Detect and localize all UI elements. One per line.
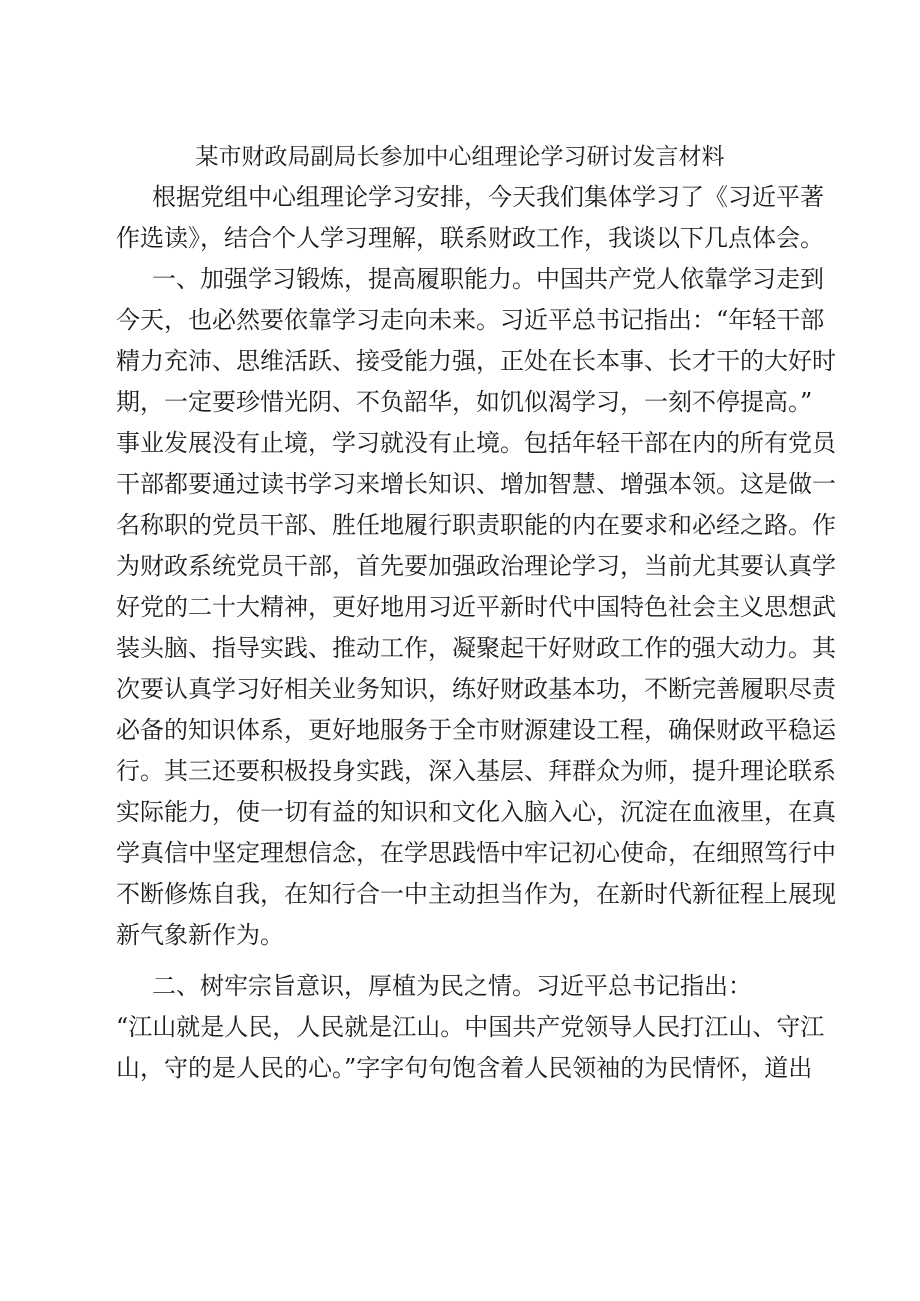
paragraph-2-line-1: 一、加强学习锻炼，提高履职能力。中国共产党人依靠学习走到 bbox=[152, 265, 824, 293]
paragraph-2-line-4: 期，一定要珍惜光阴、不负韶华，如饥似渴学习，一刻不停提高。” bbox=[116, 388, 813, 416]
paragraph-2-line-2: 今天，也必然要依靠学习走向未来。习近平总书记指出：“年轻干部 bbox=[116, 306, 825, 334]
paragraph-2-line-3: 精力充沛、思维活跃、接受能力强，正处在长本事、长才干的大好时 bbox=[116, 347, 836, 375]
paragraph-2-line-17: 新气象新作为。 bbox=[116, 921, 284, 949]
paragraph-2-line-6: 干部都要通过读书学习来增长知识、增加智慧、增强本领。这是做一 bbox=[116, 470, 836, 498]
paragraph-2-line-12: 必备的知识体系，更好地服务于全市财源建设工程，确保财政平稳运 bbox=[116, 716, 836, 744]
paragraph-3-line-3: 山，守的是人民的心。”字字句句饱含着人民领袖的为民情怀，道出 bbox=[116, 1054, 813, 1082]
paragraph-2-line-16: 不断修炼自我，在知行合一中主动担当作为，在新时代新征程上展现 bbox=[116, 880, 836, 908]
paragraph-2-line-14: 实际能力，使一切有益的知识和文化入脑入心，沉淀在血液里，在真 bbox=[116, 798, 836, 826]
paragraph-2-line-15: 学真信中坚定理想信念，在学思践悟中牢记初心使命，在细照笃行中 bbox=[116, 839, 836, 867]
paragraph-3-line-2: “江山就是人民，人民就是江山。中国共产党领导人民打江山、守江 bbox=[116, 1013, 825, 1041]
paragraph-1-line-1: 根据党组中心组理论学习安排，今天我们集体学习了《习近平著 bbox=[152, 183, 824, 211]
paragraph-2-line-8: 为财政系统党员干部，首先要加强政治理论学习，当前尤其要认真学 bbox=[116, 552, 836, 580]
paragraph-2-line-10: 装头脑、指导实践、推动工作，凝聚起干好财政工作的强大动力。其 bbox=[116, 634, 836, 662]
paragraph-3-line-1: 二、树牢宗旨意识，厚植为民之情。习近平总书记指出： bbox=[152, 972, 752, 1000]
paragraph-2-line-9: 好党的二十大精神，更好地用习近平新时代中国特色社会主义思想武 bbox=[116, 593, 836, 621]
paragraph-1-line-2: 作选读》，结合个人学习理解，联系财政工作，我谈以下几点体会。 bbox=[116, 224, 824, 252]
paragraph-2-line-11: 次要认真学习好相关业务知识，练好财政基本功，不断完善履职尽责 bbox=[116, 675, 836, 703]
paragraph-2-line-13: 行。其三还要积极投身实践，深入基层、拜群众为师，提升理论联系 bbox=[116, 757, 836, 785]
paragraph-2-line-5: 事业发展没有止境，学习就没有止境。包括年轻干部在内的所有党员 bbox=[116, 429, 836, 457]
document-title: 某市财政局副局长参加中心组理论学习研讨发言材料 bbox=[195, 144, 725, 170]
paragraph-2-line-7: 名称职的党员干部、胜任地履行职责职能的内在要求和必经之路。作 bbox=[116, 511, 836, 539]
